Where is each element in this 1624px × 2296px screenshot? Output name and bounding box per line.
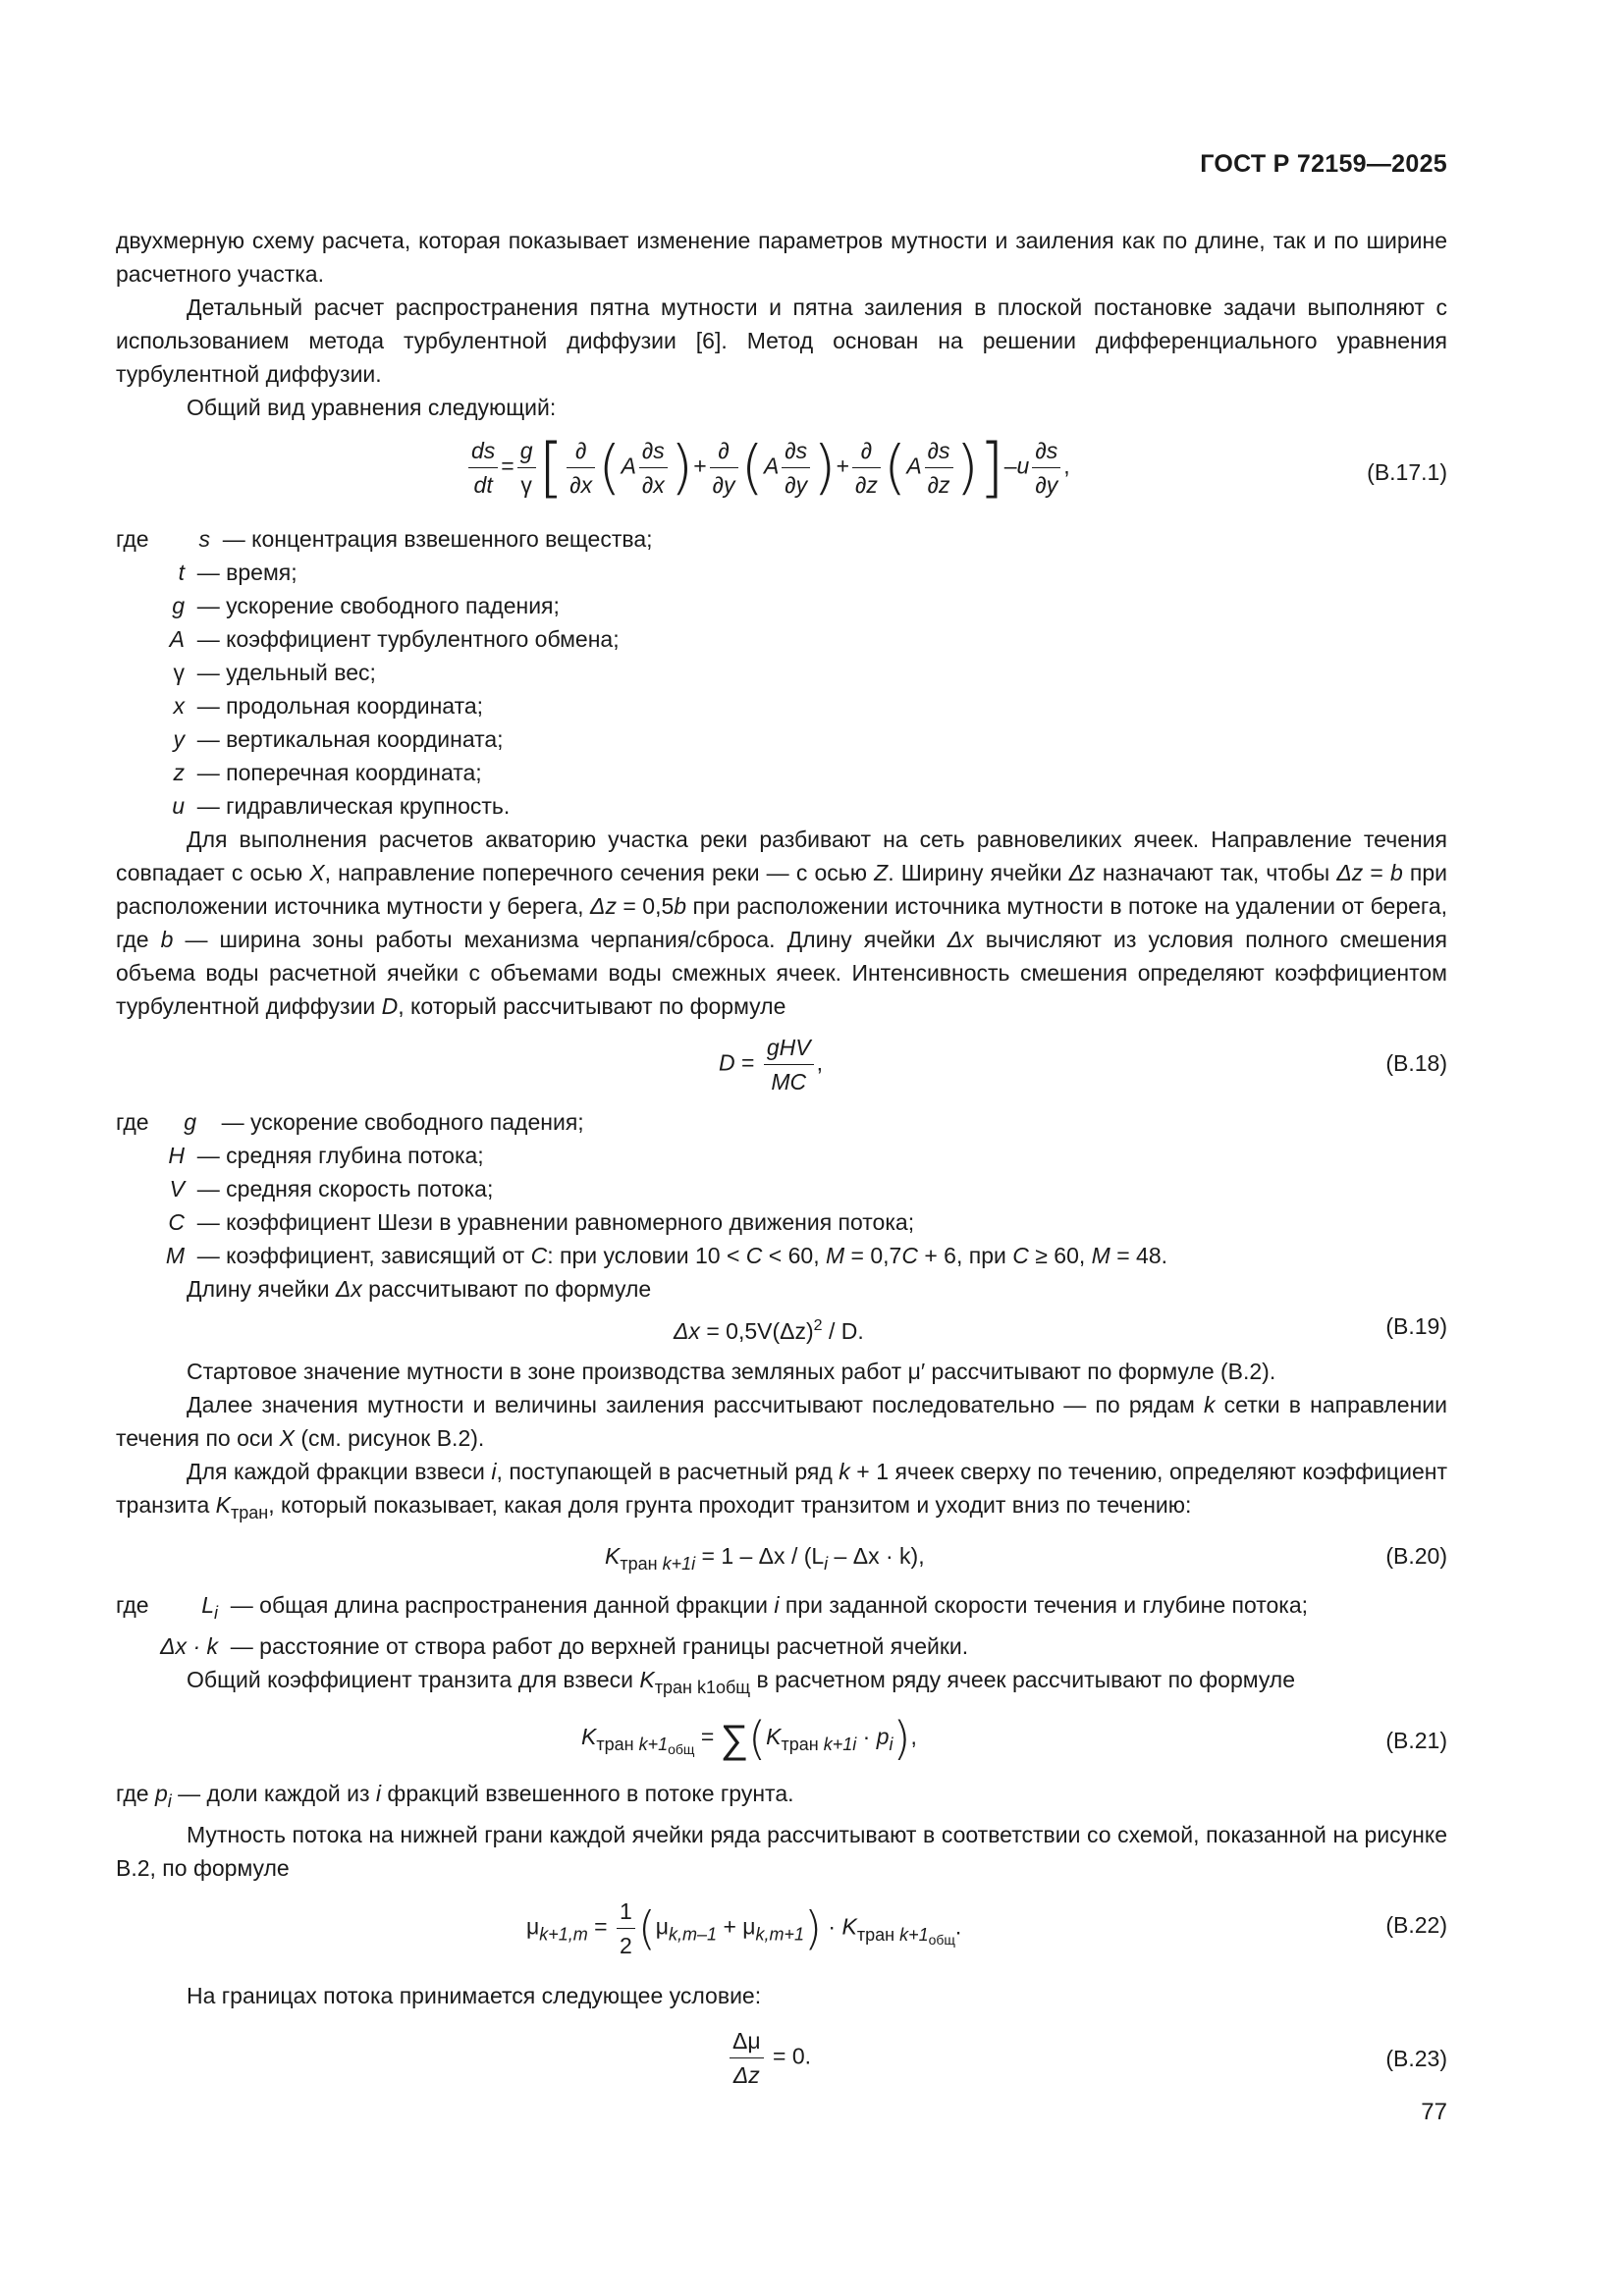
def-text: — ускорение свободного падения; xyxy=(196,593,560,618)
paragraph-further xyxy=(116,1388,1447,1455)
frac-ghv-mc xyxy=(764,1031,814,1098)
sub-index: k+1 xyxy=(899,1924,929,1945)
superscript: 2 xyxy=(813,1317,823,1334)
def-text: — средняя скорость потока; xyxy=(196,1176,494,1201)
text: Стартовое значение мутности в зоне производства земляных работ xyxy=(187,1359,908,1384)
text: = 1 – Δx / (L xyxy=(695,1543,825,1569)
def-symbol: g xyxy=(172,593,185,618)
def-symbol: V xyxy=(169,1176,185,1201)
def-symbol: u xyxy=(172,793,185,819)
frac-ds-dx xyxy=(639,434,668,502)
text: . Ширину ячейки xyxy=(888,860,1069,885)
subscript: i xyxy=(214,1603,218,1623)
numerator: Δμ xyxy=(730,2024,764,2058)
text: (см. рисунок В.2). xyxy=(294,1425,485,1451)
def-text: — удельный вес; xyxy=(196,660,376,685)
var-z: z xyxy=(939,472,950,498)
sub-index: k+1 xyxy=(638,1735,669,1754)
text: Общий коэффициент транзита для взвеси xyxy=(187,1667,640,1692)
def-symbol: C xyxy=(168,1209,185,1235)
var-dx: Δx xyxy=(674,1318,700,1344)
text: при расположении источника мутности у берега, xyxy=(116,860,1447,919)
definition-row xyxy=(116,1588,1447,1629)
sub-text: общ xyxy=(715,1678,751,1697)
var-p: p xyxy=(876,1724,890,1749)
var-dz: Δz xyxy=(1068,860,1096,885)
definition-row xyxy=(116,589,1447,622)
denominator: γ xyxy=(520,472,532,498)
text: < 60, xyxy=(762,1243,826,1268)
text: : при условии 10 < xyxy=(547,1243,746,1268)
var-a: A xyxy=(621,453,636,479)
sum-sign: ∑ xyxy=(720,1718,749,1761)
var-x: X xyxy=(309,860,325,885)
denominator: ∂y xyxy=(1035,472,1058,498)
text: фракций взвешенного в потоке грунта. xyxy=(381,1781,794,1806)
paren-close: ) xyxy=(813,433,837,503)
var-s: s xyxy=(939,438,950,463)
denominator: ∂x xyxy=(641,472,665,498)
var-x: x xyxy=(653,472,665,498)
var-mu-prime: μ′ xyxy=(907,1359,926,1384)
subscript: i xyxy=(167,1791,172,1811)
equation-number: (В.22) xyxy=(1385,1912,1447,1938)
var-y: y xyxy=(795,472,808,498)
def-symbol: y xyxy=(173,726,185,752)
var-u: u xyxy=(1016,453,1030,479)
var-d: D xyxy=(381,993,399,1019)
var-k-upper: K xyxy=(215,1492,232,1518)
sub-text: тран k xyxy=(654,1678,706,1697)
def-symbol: Δx · k xyxy=(160,1633,218,1659)
text: сетки в направлении течения по оси xyxy=(116,1392,1447,1451)
var-l: L xyxy=(201,1592,214,1618)
var-z: z xyxy=(866,472,878,498)
paren-close: ) xyxy=(804,1901,823,1955)
definition-row xyxy=(116,656,1447,689)
text: Длину ячейки xyxy=(187,1276,336,1302)
var-c: C xyxy=(745,1243,763,1268)
text: в расчетном ряду ячеек рассчитывают по формуле xyxy=(750,1667,1296,1692)
paren-open: ( xyxy=(598,433,622,503)
var-x: x xyxy=(580,472,593,498)
numerator: ∂s xyxy=(1032,434,1060,468)
definition-row xyxy=(116,789,1447,823)
var-a: A xyxy=(763,453,780,479)
text: Далее значения мутности и величины заиления рассчитывают последовательно — по рядам xyxy=(187,1392,1205,1417)
text: , который рассчитывают по формуле xyxy=(398,993,786,1019)
var-mu: μ xyxy=(742,1913,756,1940)
subscript xyxy=(620,1554,695,1574)
frac-d-dx xyxy=(567,434,595,502)
denominator: ∂y xyxy=(712,472,735,498)
var-k: k xyxy=(1204,1392,1216,1417)
definition-row xyxy=(116,689,1447,722)
frac-half xyxy=(617,1895,635,1962)
var-a: A xyxy=(906,453,922,479)
def-symbol: s xyxy=(198,526,210,552)
equation-b19 xyxy=(116,1306,1447,1355)
equation-number: (В.19) xyxy=(1385,1313,1447,1339)
def-text: — гидравлическая крупность. xyxy=(196,793,511,819)
paren-open: ( xyxy=(883,433,907,503)
equation-b18: D = $\frac{\text{gHV}}{MC}$ , (В.18) xyxy=(116,1029,1447,1105)
var-dx: Δx xyxy=(335,1276,362,1302)
var-y: y xyxy=(1046,472,1058,498)
equation-b22: $\mu_{k+1,m}$ = $\frac{1}{2}$ $(\mu_{k,m-1} + \mu_{k,m+1}) \cdot K_{тран k+1_{общ}}$. (В.22) xyxy=(116,1885,1447,1975)
frac-ds-dt xyxy=(468,434,498,502)
equation-number: (В.17.1) xyxy=(1367,459,1447,485)
paragraph-length xyxy=(116,1272,1447,1306)
def-text: — средняя глубина потока; xyxy=(196,1143,484,1168)
var-y: y xyxy=(724,472,735,498)
definition-row xyxy=(116,722,1447,756)
text: — доли каждой из xyxy=(178,1781,376,1806)
equation-number: (В.18) xyxy=(1385,1050,1447,1076)
var-dx: Δx xyxy=(947,927,974,952)
period: . xyxy=(954,1913,962,1940)
text: , который показывает, какая доля грунта проходит транзитом и уходит вниз по течению: xyxy=(268,1492,1192,1518)
standard-header: ГОСТ Р 72159—2025 xyxy=(1200,150,1447,178)
text: — общая длина распространения данной фракции xyxy=(230,1592,775,1618)
text: рассчитывают по формуле xyxy=(361,1276,652,1302)
text: при заданной скорости течения и глубине потока; xyxy=(779,1592,1309,1618)
var-b: b xyxy=(160,927,174,952)
text: рассчитывают по формуле (В.2). xyxy=(925,1359,1276,1384)
numerator: gHV xyxy=(764,1031,814,1065)
var-m: M xyxy=(1091,1243,1110,1268)
var-b: b xyxy=(1389,860,1403,885)
var-dz: Δz xyxy=(1336,860,1364,885)
var-k-upper: K xyxy=(841,1913,857,1940)
numerator: ∂ xyxy=(710,434,738,468)
equation-b20 xyxy=(116,1529,1447,1584)
subscript xyxy=(856,1924,955,1948)
subscript: k,m–1 xyxy=(669,1924,718,1945)
sub-sub: общ xyxy=(928,1931,955,1948)
frac-g-gamma xyxy=(517,434,536,502)
sub-text: 1 xyxy=(705,1678,716,1697)
frac-d-dz xyxy=(852,434,881,502)
paragraph-total xyxy=(116,1663,1447,1704)
sub-text: тран xyxy=(596,1735,634,1754)
numerator: ∂ xyxy=(567,434,595,468)
def-text: — время; xyxy=(196,560,298,585)
def-symbol: A xyxy=(169,626,185,652)
document-body xyxy=(116,224,1447,2105)
text: — ширина зоны работы механизма черпания/сброса. Длину ячейки xyxy=(173,927,947,952)
equation-number: (В.21) xyxy=(1385,1728,1447,1753)
def-text: — коэффициент турбулентного обмена; xyxy=(196,626,620,652)
def-text: — коэффициент Шези в уравнении равномерного движения потока; xyxy=(196,1209,915,1235)
var-k-upper: K xyxy=(639,1667,655,1692)
page-number: 77 xyxy=(1421,2099,1447,2125)
paragraph-boundary: На границах потока принимается следующее условие: xyxy=(187,1983,762,2008)
var-x: X xyxy=(279,1425,295,1451)
text: + 6, при xyxy=(917,1243,1013,1268)
subscript xyxy=(596,1735,695,1757)
text: — расстояние от створа работ до верхней границы расчетной ячейки. xyxy=(230,1633,969,1659)
var-d: D xyxy=(719,1049,735,1076)
def-symbol: t xyxy=(178,560,185,585)
var-i: i xyxy=(774,1592,780,1618)
text: = 0,5V(Δz) xyxy=(699,1318,814,1344)
def-text: — поперечная координата; xyxy=(196,760,482,785)
var-s: s xyxy=(795,438,808,463)
var-b: b xyxy=(674,893,687,919)
paragraph-start xyxy=(116,1355,1447,1388)
text: = 48. xyxy=(1110,1243,1168,1268)
subscript: i xyxy=(824,1554,829,1574)
def-text: — продольная координата; xyxy=(196,693,484,719)
definition-row xyxy=(116,522,1447,556)
text: вычисляют из условия полного смешения объема воды расчетной ячейки с объемами воды смежных ячеек. Интенсивность смешения определяют коэффициентом турбулентной диффузии xyxy=(116,927,1447,1019)
denominator: ∂x xyxy=(569,472,593,498)
comma: , xyxy=(910,1724,917,1749)
numerator: ∂s xyxy=(925,434,953,468)
var-c: C xyxy=(530,1243,548,1268)
definition-row xyxy=(116,622,1447,656)
denominator: ∂z xyxy=(927,472,950,498)
def-symbol: γ xyxy=(173,660,185,685)
text: , поступающей в расчетный ряд xyxy=(496,1459,839,1484)
subscript: i xyxy=(889,1735,893,1754)
def-symbol: x xyxy=(173,693,185,719)
var-p: p xyxy=(154,1781,168,1806)
where-label: где xyxy=(116,526,149,552)
var-dz: Δz xyxy=(590,893,617,919)
numerator: ds xyxy=(468,434,498,468)
paren-open: ( xyxy=(637,1901,656,1955)
definition-row xyxy=(116,1139,1447,1172)
definition-row xyxy=(116,1239,1447,1272)
sub-index: k+1i xyxy=(662,1554,696,1574)
var-m: M xyxy=(825,1243,845,1268)
def-symbol: z xyxy=(173,760,185,785)
var-k-upper: K xyxy=(581,1724,597,1749)
subscript: k,m+1 xyxy=(755,1924,805,1945)
definition-row xyxy=(116,1105,1447,1139)
text: при расположении источника мутности в потоке на удалении от берега, где xyxy=(116,893,1447,952)
var-k-upper: K xyxy=(766,1724,782,1749)
numerator: ∂s xyxy=(782,434,810,468)
where-label: где xyxy=(116,1592,149,1618)
text: = 0. xyxy=(773,2043,812,2069)
subscript: тран xyxy=(231,1503,269,1522)
equation-number: (В.20) xyxy=(1385,1543,1447,1569)
def-symbol: H xyxy=(168,1143,185,1168)
comma: , xyxy=(816,1049,823,1076)
denominator: Δz xyxy=(732,2062,760,2088)
where-label: где xyxy=(116,1109,149,1135)
text: , направление поперечного сечения реки — с осью xyxy=(324,860,875,885)
paragraph-pi xyxy=(116,1777,1447,1818)
equation-number: (В.23) xyxy=(1385,2046,1447,2071)
def-text: — ускорение свободного падения; xyxy=(221,1109,584,1135)
def-text: — вертикальная координата; xyxy=(196,726,504,752)
paren-close: ) xyxy=(670,433,694,503)
text: Для выполнения расчетов акваторию участка реки разбивают на сеть равновеликих ячеек. Направление течения совпадает с осью xyxy=(116,827,1447,885)
definition-row xyxy=(116,1629,1447,1663)
frac-ds-dy xyxy=(782,434,810,502)
subscript: k+1,m xyxy=(539,1924,588,1945)
equation-b17-1: $\frac{ds}{dt}$ = $\frac{g}{\gamma}$ [ $\frac{\partial}{\partial x}$ (A $\frac{\partial s}{\partial x}$ )+ $\frac{\partial}{\partial y}$ (A $\frac{\partial s}{\partial y}$ )+ $\frac{\partial}{\partial z}$ (A $\frac{\partial s}{\partial z}$ )]–u $\frac{\partial s}{\partial y}$ , (В.17.1) xyxy=(116,428,1447,518)
text: + 1 ячеек сверху по течению, определяют коэффициент транзита xyxy=(116,1459,1447,1518)
text: ≥ 60, xyxy=(1028,1243,1092,1268)
var-mu: μ xyxy=(526,1913,540,1940)
var-s: s xyxy=(1046,438,1058,463)
text: – Δx · k), xyxy=(828,1543,925,1569)
text: — коэффициент, зависящий от xyxy=(196,1243,531,1268)
definitions-list-1 xyxy=(116,522,1447,823)
var-i: i xyxy=(491,1459,497,1484)
paragraph-cells xyxy=(116,823,1447,1023)
numerator: ∂ xyxy=(852,434,881,468)
paragraph: двухмерную схему расчета, которая показывает изменение параметров мутности и заиления как по длине, так и по ширине расчетного участка. xyxy=(116,228,1447,287)
var-k-upper: K xyxy=(605,1543,621,1569)
denominator: ∂y xyxy=(785,472,808,498)
definition-row xyxy=(116,1205,1447,1239)
var-k: k xyxy=(839,1459,850,1484)
text: назначают так, чтобы xyxy=(1095,860,1337,885)
equation-b23 xyxy=(116,2020,1447,2105)
definitions-list-2 xyxy=(116,1105,1447,1272)
sub-text: тран xyxy=(620,1554,658,1574)
text: Для каждой фракции взвеси xyxy=(187,1459,492,1484)
denominator: MC xyxy=(771,1069,807,1095)
var-i: i xyxy=(375,1781,382,1806)
var-c: C xyxy=(901,1243,918,1268)
text: = 0,5 xyxy=(616,893,675,919)
def-symbol: M xyxy=(165,1243,185,1268)
numerator: g xyxy=(517,434,536,468)
paragraph: Детальный расчет распространения пятна мутности и пятна заиления в плоской постановке задачи выполняют с использованием метода турбулентной диффузии [6]. Метод основан на решении дифференциального уравнения турбулентной диффузии. xyxy=(116,294,1447,387)
numerator: ∂s xyxy=(639,434,668,468)
denominator: ∂z xyxy=(855,472,878,498)
frac-dmu-dz xyxy=(730,2024,764,2092)
comma: , xyxy=(1063,453,1070,479)
definition-row xyxy=(116,1172,1447,1205)
paren-open: ( xyxy=(740,433,764,503)
paren-open: ( xyxy=(748,1711,767,1765)
var-c: C xyxy=(1012,1243,1029,1268)
text: = 0,7 xyxy=(844,1243,902,1268)
sub-index: k+1i xyxy=(823,1735,857,1754)
sub-text: тран xyxy=(856,1924,895,1945)
paragraph-each xyxy=(116,1455,1447,1529)
text: = xyxy=(1363,860,1390,885)
var-z: Z xyxy=(874,860,889,885)
sub-text: тран xyxy=(781,1735,819,1754)
paren-close: ) xyxy=(955,433,979,503)
where-label: где xyxy=(116,1781,149,1806)
frac-d-dy xyxy=(710,434,738,502)
sub-sub: общ xyxy=(668,1741,695,1757)
definition-row xyxy=(116,556,1447,589)
denominator: 2 xyxy=(620,1933,632,1958)
paragraph: Общий вид уравнения следующий: xyxy=(187,395,557,420)
bracket-open: [ xyxy=(538,429,565,506)
definition-row xyxy=(116,756,1447,789)
var-mu: μ xyxy=(655,1913,670,1940)
denominator: dt xyxy=(473,472,493,498)
frac-ds-dz xyxy=(925,434,953,502)
subscript xyxy=(781,1735,856,1754)
bracket-close: ] xyxy=(978,429,1004,506)
var-s: s xyxy=(653,438,665,463)
frac-ds-dy xyxy=(1032,434,1060,502)
equation-b21: $K_{тран k+1_{общ}} = \sum(K_{тран k+1i} \cdot p_i)$, (В.21) xyxy=(581,1711,1447,1765)
numerator: 1 xyxy=(617,1895,635,1929)
paren-close: ) xyxy=(893,1711,911,1765)
paragraph-turbidity: Мутность потока на нижней грани каждой ячейки ряда рассчитывают в соответствии со схемой, показанной на рисунке В.2, по формуле xyxy=(116,1822,1447,1881)
text: / D. xyxy=(822,1318,864,1344)
subscript xyxy=(655,1678,750,1697)
def-symbol: g xyxy=(184,1109,196,1135)
def-text: — концентрация взвешенного вещества; xyxy=(222,526,653,552)
